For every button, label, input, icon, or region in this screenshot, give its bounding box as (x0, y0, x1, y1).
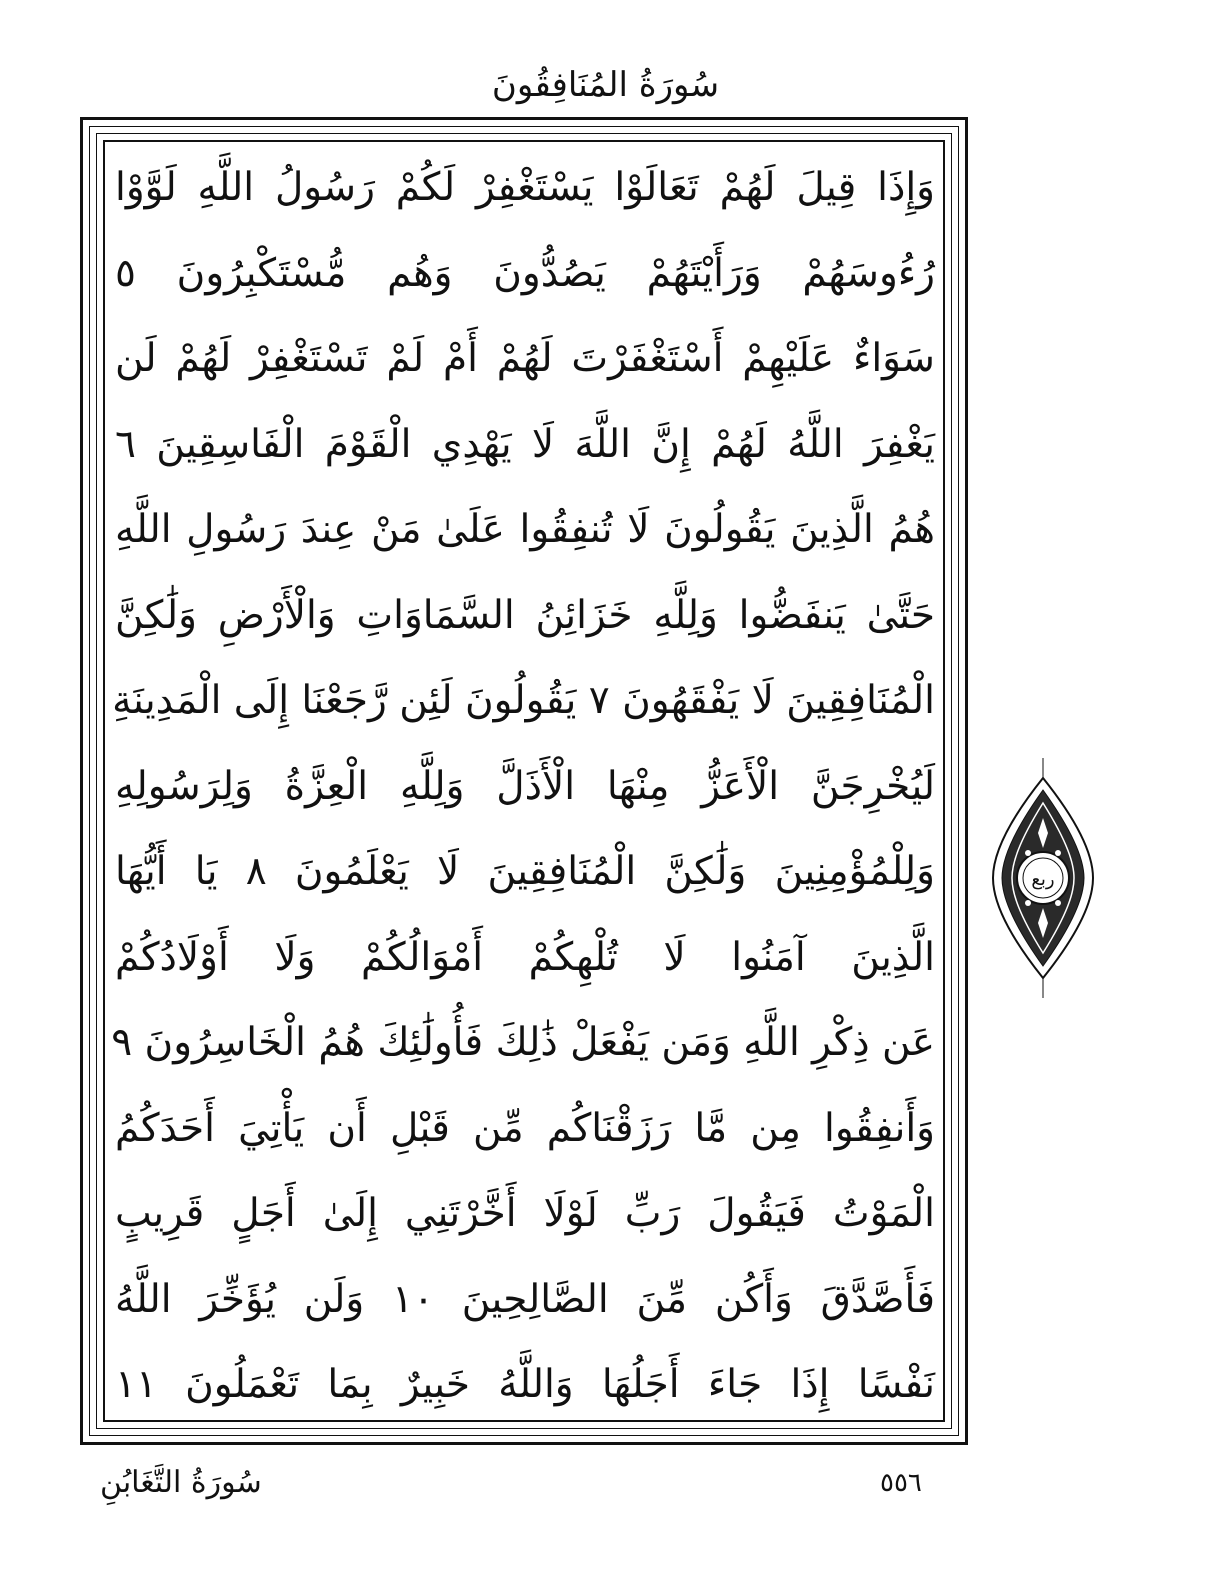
text-line: رُءُوسَهُمْ وَرَأَيْتَهُمْ يَصُدُّونَ وَهُم مُّسْتَكْبِرُونَ ٥ (115, 250, 935, 296)
quran-text-block (111, 145, 935, 1428)
hizb-ornament-icon (988, 758, 1098, 998)
text-line: فَأَصَّدَّقَ وَأَكُن مِّنَ الصَّالِحِينَ ١٠ وَلَن يُؤَخِّرَ اللَّهُ (115, 1276, 935, 1322)
next-surah-title: سُورَةُ التَّغَابُنِ (100, 1465, 262, 1500)
surah-title: سُورَةُ المُنَافِقُونَ (491, 65, 720, 105)
text-line: لَيُخْرِجَنَّ الْأَعَزُّ مِنْهَا الْأَذَلَّ وَلِلَّهِ الْعِزَّةُ وَلِرَسُولِهِ (115, 763, 935, 809)
hizb-ornament (988, 758, 1098, 998)
text-line: الَّذِينَ آمَنُوا لَا تُلْهِكُمْ أَمْوَالُكُمْ وَلَا أَوْلَادُكُمْ (115, 934, 935, 980)
page-footer (0, 1458, 1211, 1508)
text-line: الْمَوْتُ فَيَقُولَ رَبِّ لَوْلَا أَخَّرْتَنِي إِلَىٰ أَجَلٍ قَرِيبٍ (115, 1191, 935, 1236)
text-line: يَغْفِرَ اللَّهُ لَهُمْ إِنَّ اللَّهَ لَا يَهْدِي الْقَوْمَ الْفَاسِقِينَ ٦ (115, 421, 935, 467)
text-line: الْمُنَافِقِينَ لَا يَفْقَهُونَ ٧ يَقُولُونَ لَئِن رَّجَعْنَا إِلَى الْمَدِينَةِ (112, 678, 935, 723)
text-line: وَأَنفِقُوا مِن مَّا رَزَقْنَاكُم مِّن قَبْلِ أَن يَأْتِيَ أَحَدَكُمُ (115, 1105, 935, 1151)
text-line: وَلِلْمُؤْمِنِينَ وَلَٰكِنَّ الْمُنَافِقِينَ لَا يَعْلَمُونَ ٨ يَا أَيُّهَا (115, 849, 935, 894)
text-line: حَتَّىٰ يَنفَضُّوا وَلِلَّهِ خَزَائِنُ السَّمَاوَاتِ وَالْأَرْضِ وَلَٰكِنَّ (115, 592, 935, 638)
text-line: نَفْسًا إِذَا جَاءَ أَجَلُهَا وَاللَّهُ خَبِيرٌ بِمَا تَعْمَلُونَ ١١ (115, 1362, 935, 1407)
text-line: هُمُ الَّذِينَ يَقُولُونَ لَا تُنفِقُوا عَلَىٰ مَنْ عِندَ رَسُولِ اللَّهِ (115, 507, 935, 552)
hizb-marker-text: ربع (1031, 869, 1055, 890)
text-line: سَوَاءٌ عَلَيْهِمْ أَسْتَغْفَرْتَ لَهُمْ أَمْ لَمْ تَسْتَغْفِرْ لَهُمْ لَن (115, 336, 935, 381)
page-number: ٥٥٦ (880, 1468, 922, 1498)
text-line: وَإِذَا قِيلَ لَهُمْ تَعَالَوْا يَسْتَغْفِرْ لَكُمْ رَسُولُ اللَّهِ لَوَّوْا (115, 165, 935, 210)
text-line: عَن ذِكْرِ اللَّهِ وَمَن يَفْعَلْ ذَٰلِكَ فَأُولَٰئِكَ هُمُ الْخَاسِرُونَ ٩ (111, 1020, 935, 1065)
